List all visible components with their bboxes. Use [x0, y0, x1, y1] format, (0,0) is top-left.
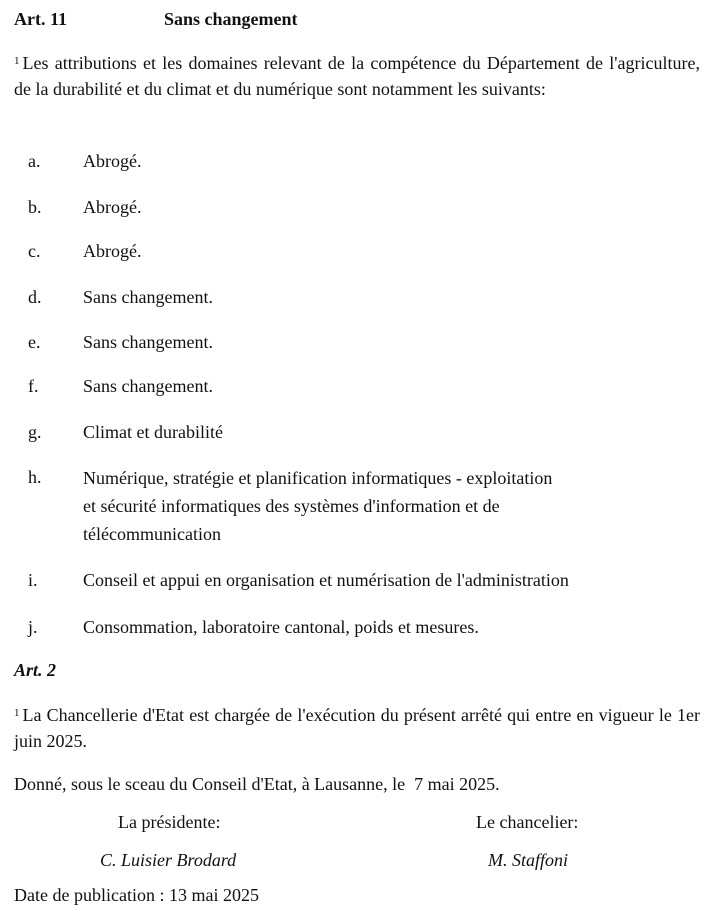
publication-date: Date de publication : 13 mai 2025 [14, 885, 259, 905]
list-item-text-line: et sécurité informatiques des systèmes d'information et de [83, 496, 500, 516]
list-item-letter: d. [28, 287, 42, 307]
list-item-letter: e. [28, 332, 41, 352]
list-item-letter: h. [28, 467, 42, 487]
list-item-letter: i. [28, 570, 38, 590]
article-11-heading: Art. 11 [14, 9, 67, 29]
list-item-text [83, 464, 673, 548]
signatory-name-right: M. Staffoni [488, 850, 568, 870]
list-item-text: Abrogé. [83, 151, 142, 171]
list-item-text: Climat et durabilité [83, 422, 223, 442]
list-item-text-line: télécommunication [83, 524, 221, 544]
list-item-text: Consommation, laboratoire cantonal, poids et mesures. [83, 617, 479, 637]
article-2-paragraph-1 [14, 702, 700, 754]
list-item-letter: j. [28, 617, 38, 637]
list-item-text: Sans changement. [83, 332, 213, 352]
list-item-text: Sans changement. [83, 287, 213, 307]
list-item-letter: c. [28, 241, 41, 261]
list-item-letter: f. [28, 376, 39, 396]
paragraph-text: La Chancellerie d'Etat est chargée de l'exécution du présent arrêté qui entre en vigueur le 1er juin 2025. [14, 705, 700, 751]
given-statement: Donné, sous le sceau du Conseil d'Etat, à Lausanne, le 7 mai 2025. [14, 774, 500, 794]
article-11-paragraph-1 [14, 50, 700, 102]
paragraph-text: Les attributions et les domaines relevant de la compétence du Département de l'agriculture, de la durabilité et du climat et du numérique sont notamment les suivants: [14, 53, 700, 99]
list-item-text: Conseil et appui en organisation et numérisation de l'administration [83, 570, 569, 590]
article-2-heading: Art. 2 [14, 660, 57, 680]
signatory-role-left: La présidente: [118, 812, 221, 832]
list-item-letter: a. [28, 151, 41, 171]
paragraph-number: 1 [14, 707, 20, 719]
list-item-letter: b. [28, 197, 42, 217]
paragraph-number: 1 [14, 55, 20, 67]
list-item-text: Abrogé. [83, 197, 142, 217]
list-item [14, 464, 700, 548]
signatory-role-right: Le chancelier: [476, 812, 579, 832]
signatory-name-left: C. Luisier Brodard [100, 850, 237, 870]
list-item-text: Sans changement. [83, 376, 213, 396]
list-item-text-line: Numérique, stratégie et planification informatiques - exploitation [83, 468, 553, 488]
article-11-title: Sans changement [164, 9, 298, 29]
list-item-letter: g. [28, 422, 42, 442]
list-item-text: Abrogé. [83, 241, 142, 261]
